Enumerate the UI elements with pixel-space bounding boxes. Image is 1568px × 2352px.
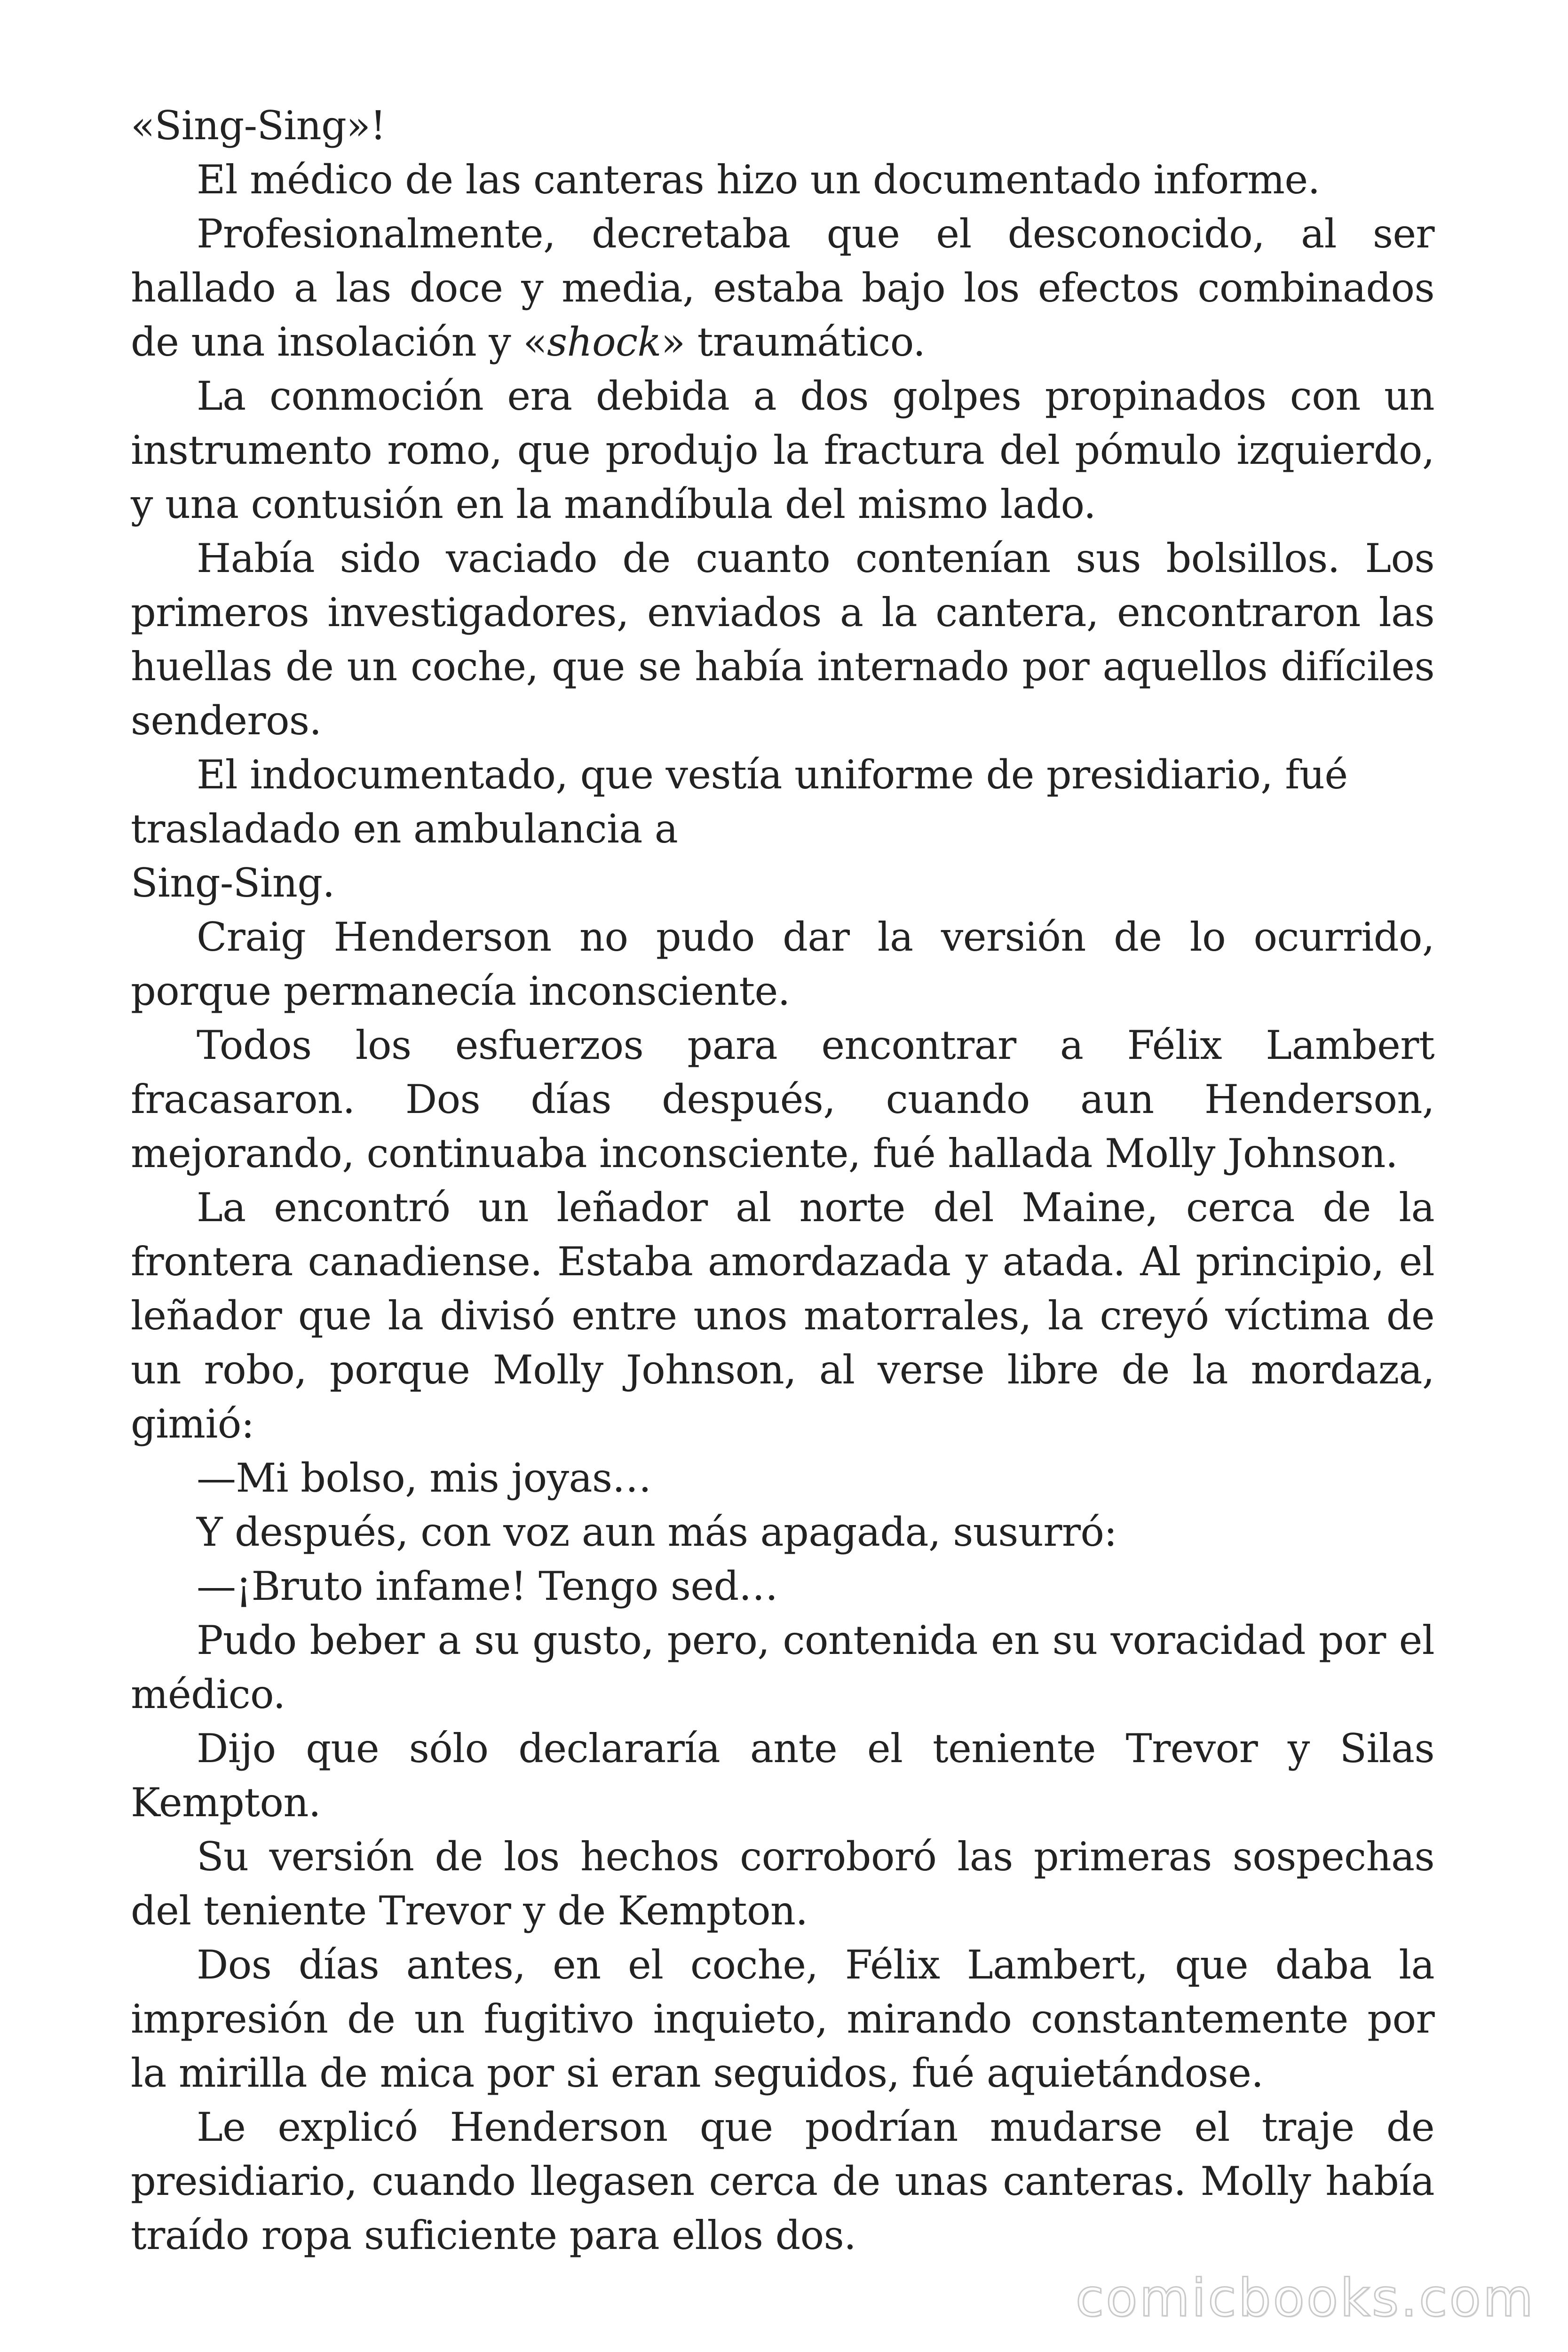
document-page [131,99,1434,2263]
paragraph: Le explicó Henderson que podrían mudarse el traje de presidiario, cuando llegasen cerca de unas canteras. Molly había traído ropa suficiente para ellos dos. [131,2104,1434,2258]
paragraph: Pudo beber a su gusto, pero, contenida en su voracidad por el médico. [131,1617,1434,1717]
paragraph: Había sido vaciado de cuanto contenían sus bolsillos. Los primeros investigadores, enviados a la cantera, encontraron las huellas de un coche, que se había internado por aquellos difíciles senderos. [131,535,1434,744]
dialogue-line: —Mi bolso, mis joyas… [197,1455,651,1501]
paragraph-opening-exclamation: «Sing-Sing»! [131,103,386,149]
dialogue-line: —¡Bruto infame! Tengo sed… [197,1563,778,1609]
paragraph: El médico de las canteras hizo un documentado informe. [197,157,1320,203]
paragraph-continuation: Sing-Sing. [131,860,335,906]
paragraph: Dijo que sólo declararía ante el teniente Trevor y Silas Kempton. [131,1725,1434,1826]
watermark-logo: comicbooks.com [1075,2268,1535,2328]
paragraph: Su versión de los hechos corroboró las primeras sospechas del teniente Trevor y de Kempton. [131,1834,1434,1934]
paragraph: La encontró un leñador al norte del Maine, cerca de la frontera canadiense. Estaba amordazada y atada. Al principio, el leñador que la divisó entre unos matorrales, la creyó víctima de un robo, porque Molly Johnson, al verse libre de la mordaza, gimió: [131,1184,1434,1447]
paragraph: Dos días antes, en el coche, Félix Lambert, que daba la impresión de un fugitivo inquieto, mirando constantemente por la mirilla de mica por si eran seguidos, fué aquietándose. [131,1942,1434,2096]
paragraph: Profesionalmente, decretaba que el desconocido, al ser hallado a las doce y media, estaba bajo los efectos combinados de una insolación y «shock» traumático. [131,211,1434,365]
paragraph: Y después, con voz aun más apagada, susurró: [197,1509,1117,1555]
paragraph: Todos los esfuerzos para encontrar a Félix Lambert fracasaron. Dos días después, cuando aun Henderson, mejorando, continuaba inconsciente, fué hallada Molly Johnson. [131,1022,1434,1176]
paragraph: Craig Henderson no pudo dar la versión de lo ocurrido, porque permanecía inconsciente. [131,914,1434,1014]
paragraph: El indocumentado, que vestía uniforme de presidiario, fué trasladado en ambulancia a [131,752,1348,852]
paragraph: La conmoción era debida a dos golpes propinados con un instrumento romo, que produjo la fractura del pómulo izquierdo, y una contusión en la mandíbula del mismo lado. [131,373,1434,527]
